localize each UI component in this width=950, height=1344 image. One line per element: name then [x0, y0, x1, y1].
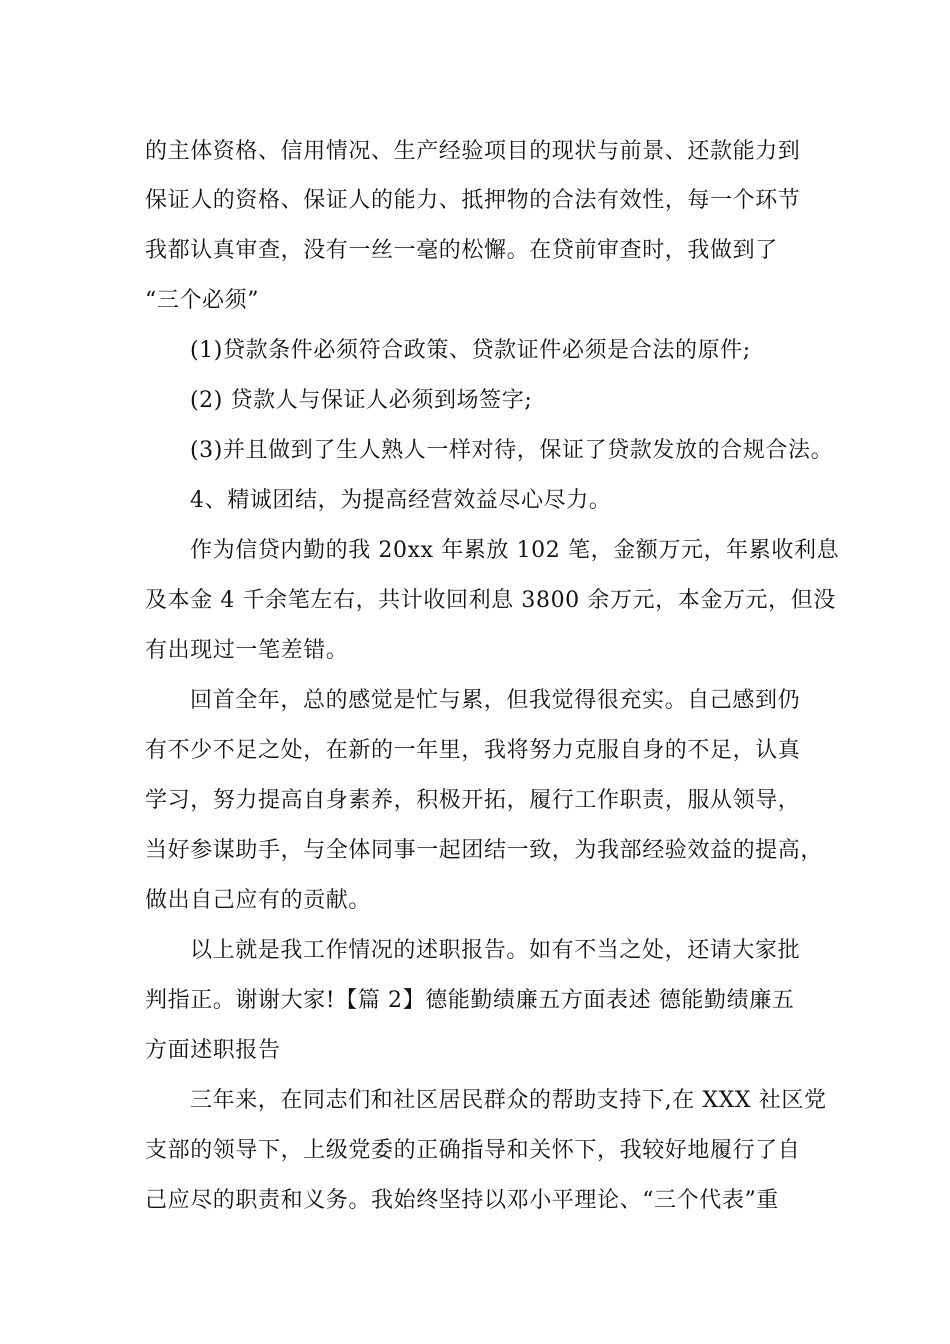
text-line: 以上就是我工作情况的述职报告。如有不当之处，还请大家批 [190, 938, 801, 963]
text-line: 三年来，在同志们和社区居民群众的帮助支持下,在 XXX 社区党 [190, 1088, 827, 1113]
text-line: 做出自己应有的贡献。 [145, 888, 372, 913]
text-line: “三个必须” [145, 288, 260, 313]
text-line: 回首全年，总的感觉是忙与累，但我觉得很充实。自己感到仍 [190, 688, 801, 713]
list-item: (2) 贷款人与保证人必须到场签字; [190, 388, 533, 413]
text-line: 的主体资格、信用情况、生产经验项目的现状与前景、还款能力到 [145, 139, 801, 164]
text-line: 作为信贷内勤的我 20xx 年累放 102 笔，金额万元，年累收利息 [190, 538, 840, 563]
text-line: 判指正。谢谢大家!【篇 2】德能勤绩廉五方面表述 德能勤绩廉五 [145, 988, 795, 1013]
text-line: 有不少不足之处，在新的一年里，我将努力克服自身的不足，认真 [145, 738, 801, 763]
list-item: (1)贷款条件必须符合政策、贷款证件必须是合法的原件; [190, 338, 751, 363]
text-line: 学习，努力提高自身素养，积极开拓，履行工作职责，服从领导， [145, 788, 801, 813]
text-line: 有出现过一笔差错。 [145, 638, 349, 663]
text-line: 己应尽的职责和义务。我始终坚持以邓小平理论、“三个代表”重 [145, 1188, 779, 1213]
text-line: 方面述职报告 [145, 1038, 281, 1063]
text-line: 保证人的资格、保证人的能力、抵押物的合法有效性，每一个环节 [145, 188, 801, 213]
text-line: 支部的领导下，上级党委的正确指导和关怀下，我较好地履行了自 [145, 1138, 801, 1163]
section-heading: 4、精诚团结，为提高经营效益尽心尽力。 [190, 488, 612, 513]
text-line: 当好参谋助手，与全体同事一起团结一致，为我部经验效益的提高， [145, 838, 824, 863]
text-line: 我都认真审查，没有一丝一毫的松懈。在贷前审查时，我做到了 [145, 238, 778, 263]
list-item: (3)并且做到了生人熟人一样对待，保证了贷款发放的合规合法。 [190, 438, 834, 463]
text-line: 及本金 4 千余笔左右，共计收回利息 3800 余万元，本金万元，但没 [145, 588, 836, 613]
